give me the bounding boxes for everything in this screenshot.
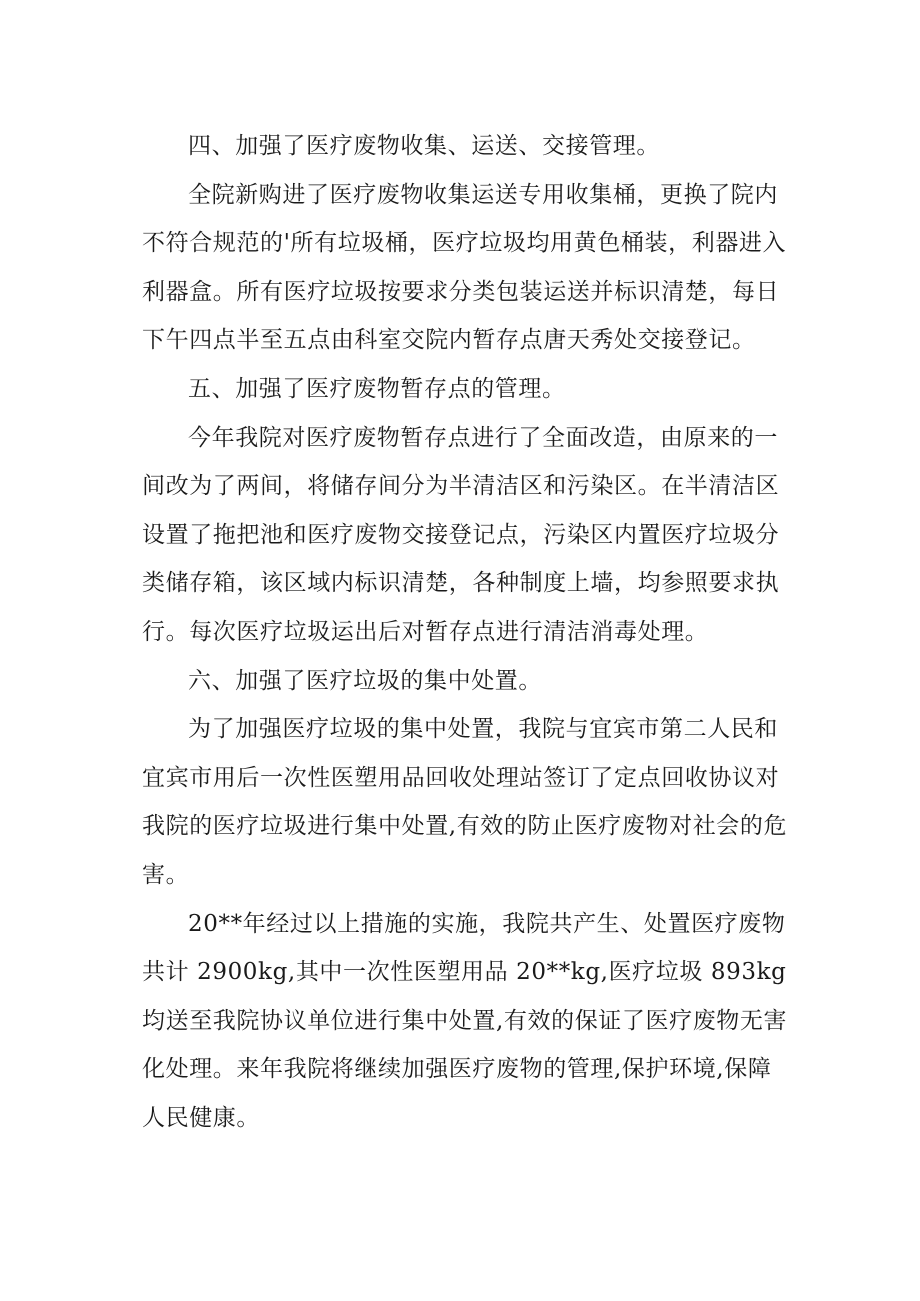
section-body-5: 今年我院对医疗废物暂存点进行了全面改造，由原来的一间改为了两间，将储存间分为半清洁区和污染区。在半清洁区设置了拖把池和医疗废物交接登记点，污染区内置医疗垃圾分类储存箱，该区域内标识清楚，各种制度上墙，均参照要求执行。每次医疗垃圾运出后对暂存点进行清洁消毒处理。 [142, 424, 780, 645]
document-body [142, 122, 790, 1142]
summary-paragraph: 20**年经过以上措施的实施，我院共产生、处置医疗废物共计 2900kg,其中一次性医塑用品 20**kg,医疗垃圾 893kg 均送至我院协议单位进行集中处置,有效的保证了医疗废物无害化处理。来年我院将继续加强医疗废物的管理,保护环境,保障人民健康。 [142, 910, 788, 1131]
section-body-4: 全院新购进了医疗废物收集运送专用收集桶，更换了院内不符合规范的'所有垃圾桶，医疗垃圾均用黄色桶装，利器进入利器盒。所有医疗垃圾按要求分类包装运送并标识清楚，每日下午四点半至五点由科室交院内暂存点唐天秀处交接登记。 [142, 181, 787, 354]
section-body-6: 为了加强医疗垃圾的集中处置，我院与宜宾市第二人民和宜宾市用后一次性医塑用品回收处理站签订了定点回收协议对我院的医疗垃圾进行集中处置,有效的防止医疗废物对社会的危害。 [142, 716, 788, 888]
section-heading-4: 四、加强了医疗废物收集、运送、交接管理。 [188, 133, 660, 159]
section-heading-5: 五、加强了医疗废物暂存点的管理。 [188, 375, 566, 402]
section-heading-6: 六、加强了医疗垃圾的集中处置。 [188, 667, 542, 694]
